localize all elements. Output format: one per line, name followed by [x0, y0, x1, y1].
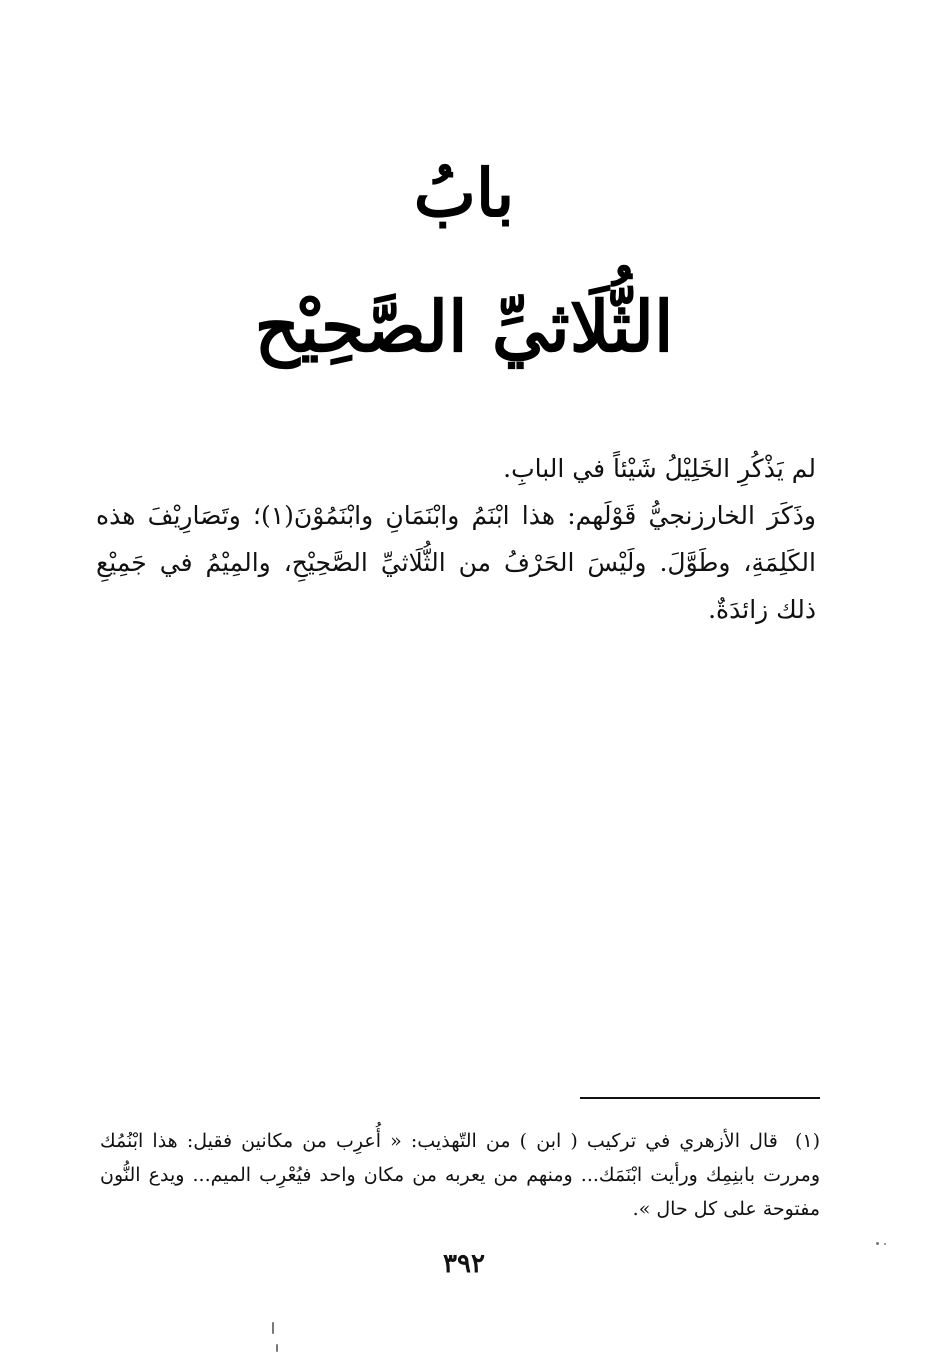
scan-speck	[884, 1243, 886, 1245]
scan-speck	[272, 1322, 274, 1334]
chapter-title-line-1: بابُ	[413, 154, 515, 232]
scan-speck	[876, 1242, 879, 1245]
footnote-marker: (١)	[794, 1130, 820, 1152]
footnote-separator	[580, 1097, 820, 1099]
page-number: ٣٩٢	[443, 1249, 485, 1279]
body-paragraph-2: وذَكَرَ الخارزنجيُّ قَوْلَهم: هذا ابْنَمُ وابْنَمَانِ وابْنَمُوْنَ(١)؛ وتَصَارِيْفَ هذه الكَلِمَةِ، وطَوَّلَ. ولَيْسَ الحَرْفُ من الثُّلَاثيِّ الصَّحِيْحِ، والمِيْمُ في جَمِيْعِ ذلك زائدَةٌ.	[96, 501, 816, 624]
body-text	[96, 445, 816, 633]
footnote-text: قال الأزهري في تركيب ( ابن ) من التّهذيب: « أُعرِب من مكانين فقيل: هذا ابْنُمُك ومررت بابنِمِك ورأيت ابْنَمَك... ومنهم من يعربه من مكان واحد فيُعْرِب الميم... ويدع النُّون مفتوحة على كل حال ».	[100, 1130, 820, 1220]
chapter-title-line-2: الثُّلَاثيِّ الصَّحِيْح	[254, 285, 674, 368]
body-paragraph-1: لم يَذْكُرِ الخَلِيْلُ شَيْئاً في البابِ.	[503, 454, 816, 483]
scan-speck	[276, 1344, 278, 1352]
footnote	[100, 1124, 820, 1226]
